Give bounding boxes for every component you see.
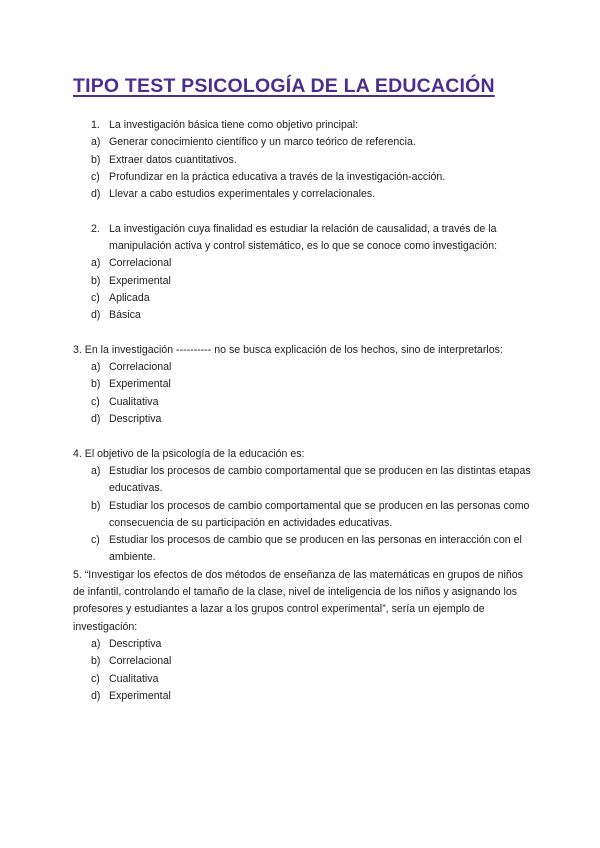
answer-option — [73, 134, 533, 151]
question-2 — [73, 221, 533, 325]
option-letter: c) — [91, 291, 100, 304]
page-title: TIPO TEST PSICOLOGÍA DE LA EDUCACIÓN — [73, 75, 495, 97]
spacer — [73, 428, 533, 445]
option-text: Estudiar los procesos de cambio que se producen en las personas en interacción con el ambiente. — [109, 534, 522, 564]
answer-option — [73, 411, 533, 428]
question-4 — [73, 446, 533, 567]
answer-option — [73, 532, 533, 567]
option-text: Cualitativa — [109, 672, 159, 685]
option-letter: d) — [91, 309, 101, 322]
option-letter: a) — [91, 257, 101, 270]
answer-option — [73, 653, 533, 670]
option-text: Aplicada — [109, 291, 150, 304]
answer-option — [73, 376, 533, 393]
option-letter: c) — [91, 534, 100, 547]
answer-option — [73, 290, 533, 307]
option-text: Correlacional — [109, 361, 172, 374]
option-letter: a) — [91, 464, 101, 477]
answer-option — [73, 186, 533, 203]
option-text: Estudiar los procesos de cambio comportamental que se producen en las distintas etapas educativas. — [109, 464, 531, 495]
option-letter: a) — [91, 637, 101, 650]
answer-option — [73, 152, 533, 169]
option-letter: c) — [91, 395, 100, 408]
option-text: Profundizar en la práctica educativa a través de la investigación-acción. — [109, 170, 446, 183]
question-number: 2. — [91, 222, 100, 235]
answer-option — [73, 169, 533, 186]
option-text: Estudiar los procesos de cambio comportamental que se producen en las personas como consecuencia de su participación en actividades educativas. — [109, 499, 530, 529]
question-1 — [73, 117, 533, 203]
option-letter: a) — [91, 361, 101, 374]
option-text: Experimental — [109, 274, 171, 287]
answer-option — [73, 273, 533, 290]
option-text: Extraer datos cuantitativos. — [109, 153, 237, 166]
option-text: Correlacional — [109, 257, 172, 270]
option-letter: c) — [91, 672, 100, 685]
option-text: Llevar a cabo estudios experimentales y correlacionales. — [109, 188, 376, 201]
option-text: Generar conocimiento científico y un marco teórico de referencia. — [109, 136, 416, 149]
option-letter: a) — [91, 136, 101, 149]
question-3 — [73, 342, 533, 428]
question-text: 4. El objetivo de la psicología de la educación es: — [73, 447, 305, 460]
option-letter: b) — [91, 153, 101, 166]
option-letter: d) — [91, 689, 101, 702]
question-text: 5. “Investigar los efectos de dos métodos de enseñanza de las matemáticas en grupos de niños de infantil, controlando el tamaño de la clase, nivel de inteligencia de los niños y asignando los profesores y estudiantes a lazar a los grupos control experimental”, sería un ejemplo de investigación: — [73, 568, 523, 633]
answer-option — [73, 688, 533, 705]
question-text: La investigación cuya finalidad es estudiar la relación de causalidad, a través de la manipulación activa y control sistemático, es lo que se conoce como investigación: — [109, 222, 498, 253]
answer-option — [73, 394, 533, 411]
option-letter: d) — [91, 188, 101, 201]
option-letter: b) — [91, 378, 101, 391]
option-text: Cualitativa — [109, 395, 159, 408]
answer-option — [73, 359, 533, 376]
option-letter: d) — [91, 413, 101, 426]
answer-option — [73, 463, 533, 498]
question-5 — [73, 567, 533, 705]
option-letter: b) — [91, 274, 101, 287]
answer-option — [73, 498, 533, 533]
spacer — [73, 325, 533, 342]
option-letter: b) — [91, 655, 101, 668]
question-stem — [73, 221, 533, 256]
answer-option — [73, 671, 533, 688]
option-text: Experimental — [109, 378, 171, 391]
option-letter: c) — [91, 170, 100, 183]
question-list — [73, 117, 533, 705]
option-text: Básica — [109, 309, 141, 322]
option-text: Descriptiva — [109, 637, 162, 650]
option-text: Experimental — [109, 689, 171, 702]
question-text: 3. En la investigación ---------- no se busca explicación de los hechos, sino de interpretarlos: — [73, 343, 503, 356]
answer-option — [73, 636, 533, 653]
option-text: Correlacional — [109, 655, 172, 668]
spacer — [73, 203, 533, 220]
answer-option — [73, 255, 533, 272]
answer-option — [73, 307, 533, 324]
option-letter: b) — [91, 499, 101, 512]
question-number: 1. — [91, 119, 100, 131]
question-text: La investigación básica tiene como objetivo principal: — [109, 119, 359, 131]
question-stem — [73, 117, 533, 134]
option-text: Descriptiva — [109, 413, 162, 426]
